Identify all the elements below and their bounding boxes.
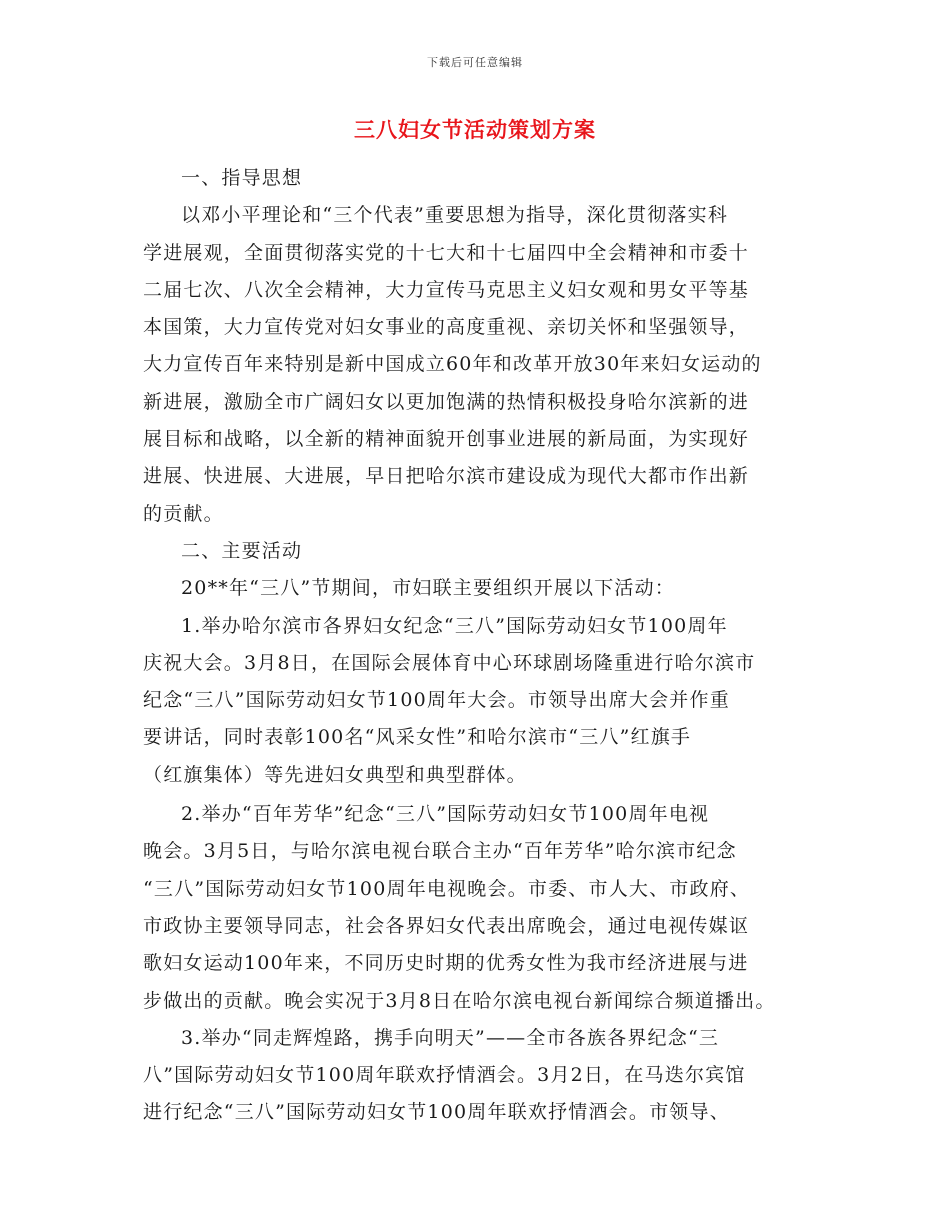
text-line: 1.举办哈尔滨市各界妇女纪念“三八”国际劳动妇女节100周年 (181, 614, 728, 637)
text-line: 歌妇女运动100年来，不同历史时期的优秀女性为我市经济进展与进 (143, 952, 749, 975)
text-line: 3.举办“同走辉煌路，携手向明天”——全市各族各界纪念“三 (181, 1026, 720, 1049)
text-line: 二届七次、八次全会精神，大力宣传马克思主义妇女观和男女平等基 (143, 278, 750, 301)
text-line: 学进展观，全面贯彻落实党的十七大和十七届四中全会精神和市委十 (143, 241, 750, 264)
text-line: 一、指导思想 (181, 167, 303, 189)
text-line: 进行纪念“三八”国际劳动妇女节100周年联欢抒情酒会。市领导、 (143, 1101, 730, 1124)
text-line: 步做出的贡献。晚会实况于3月8日在哈尔滨电视台新闻综合频道播出。 (143, 989, 776, 1012)
text-line: 的贡献。 (143, 502, 224, 525)
text-line: 庆祝大会。3月8日，在国际会展体育中心环球剧场隆重进行哈尔滨市 (143, 651, 756, 674)
header-note: 下载后可任意编辑 (427, 56, 523, 69)
text-line: 大力宣传百年来特别是新中国成立60年和改革开放30年来妇女运动的 (143, 353, 762, 376)
text-line: 以邓小平理论和“三个代表”重要思想为指导，深化贯彻落实科 (181, 204, 729, 227)
text-line: 要讲话，同时表彰100名“风采女性”和哈尔滨市“三八”红旗手 (143, 726, 692, 749)
text-line: 晚会。3月5日，与哈尔滨电视台联合主办“百年芳华”哈尔滨市纪念 (143, 840, 737, 863)
text-line: 八”国际劳动妇女节100周年联欢抒情酒会。3月2日，在马迭尔宾馆 (143, 1064, 746, 1087)
text-line: 市政协主要领导同志，社会各界妇女代表出席晚会，通过电视传媒讴 (143, 914, 750, 937)
text-line: 纪念“三八”国际劳动妇女节100周年大会。市领导出席大会并作重 (143, 689, 730, 712)
text-line: （红旗集体）等先进妇女典型和典型群体。 (143, 763, 527, 786)
text-line: 本国策，大力宣传党对妇女事业的高度重视、亲切关怀和坚强领导， (143, 316, 750, 339)
document-title: 三八妇女节活动策划方案 (354, 117, 596, 142)
text-line: 进展、快进展、大进展，早日把哈尔滨市建设成为现代大都市作出新 (143, 465, 750, 488)
text-line: 2.举办“百年芳华”纪念“三八”国际劳动妇女节100周年电视 (181, 803, 710, 826)
document-body (143, 160, 828, 1132)
text-line: 展目标和战略，以全新的精神面貌开创事业进展的新局面，为实现好 (143, 428, 750, 451)
text-line: 20**年“三八”节期间，市妇联主要组织开展以下活动： (181, 577, 676, 600)
text-line: 新进展，激励全市广阔妇女以更加饱满的热情积极投身哈尔滨新的进 (143, 390, 750, 413)
text-line: 二、主要活动 (181, 539, 303, 562)
text-line: “三八”国际劳动妇女节100周年电视晚会。市委、市人大、市政府、 (143, 877, 751, 900)
